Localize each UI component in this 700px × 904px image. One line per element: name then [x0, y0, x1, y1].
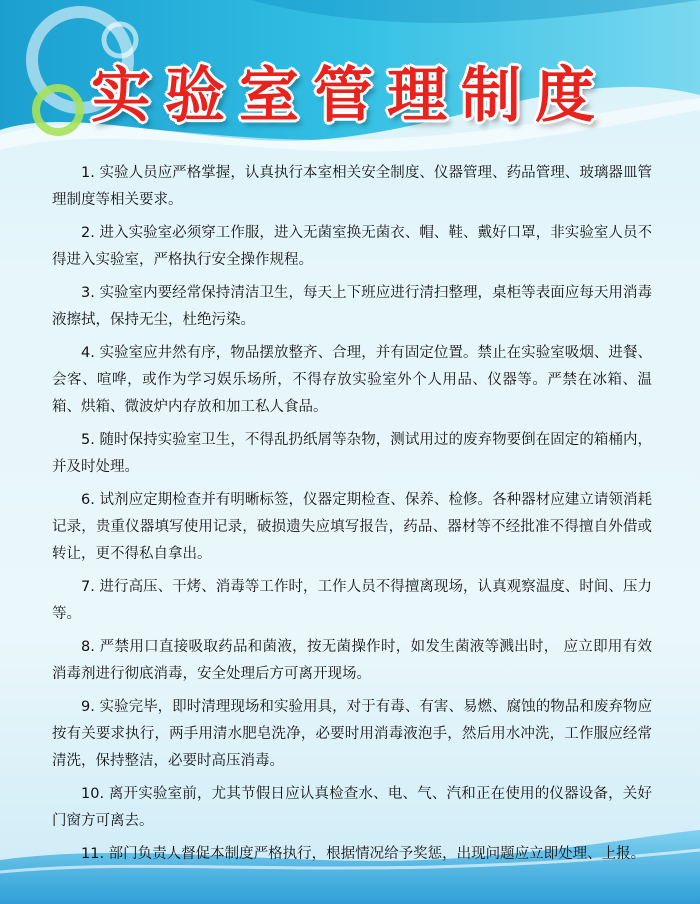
rule-item: 1. 实验人员应严格掌握，认真执行本室相关安全制度、仪器管理、药品管理、玻璃器皿管理制度等相关要求。 [52, 165, 652, 208]
rule-item: 4. 实验室应井然有序，物品摆放整齐、合理，并有固定位置。禁止在实验室吸烟、进餐、会客、喧哗，或作为学习娱乐场所，不得存放实验室外个人用品、仪器等。严禁在冰箱、温箱、烘箱、微波炉内存放和加工私人食品。 [52, 345, 652, 415]
rule-item: 5. 随时保持实验室卫生，不得乱扔纸屑等杂物，测试用过的废弃物要倒在固定的箱桶内，并及时处理。 [52, 432, 652, 475]
rule-item: 9. 实验完毕，即时清理现场和实验用具，对于有毒、有害、易燃、腐蚀的物品和废弃物应按有关要求执行，两手用清水肥皂洗净，必要时用消毒液泡手，然后用水冲洗，工作服应经常清洗，保持整洁，必要时高压消毒。 [52, 699, 652, 769]
rule-item: 3. 实验室内要经常保持清洁卫生，每天上下班应进行清扫整理，桌柜等表面应每天用消毒液擦拭，保持无尘，杜绝污染。 [52, 285, 652, 328]
rule-item: 6. 试剂应定期检查并有明晰标签，仪器定期检查、保养、检修。各种器材应建立请领消耗记录，贵重仪器填写使用记录，破损遗失应填写报告，药品、器材等不经批准不得擅自外借或转让，更不得私自拿出。 [52, 492, 652, 562]
rule-item: 8. 严禁用口直接吸取药品和菌液，按无菌操作时，如发生菌液等溅出时， 应立即用有效消毒剂进行彻底消毒，安全处理后方可离开现场。 [52, 639, 652, 682]
rule-item: 11. 部门负责人督促本制度严格执行，根据情况给予奖惩，出现问题应立即处理、上报。 [81, 846, 646, 862]
page-title: 实验室管理制度 [91, 61, 609, 131]
rule-item: 7. 进行高压、干烤、消毒等工作时，工作人员不得擅离现场，认真观察温度、时间、压力等。 [52, 579, 652, 622]
rule-item: 2. 进入实验室必须穿工作服，进入无菌室换无菌衣、帽、鞋、戴好口罩，非实验室人员不得进入实验室，严格执行安全操作规程。 [52, 225, 652, 268]
rules-list [52, 160, 652, 874]
rule-item: 10. 离开实验室前，尤其节假日应认真检查水、电、气、汽和正在使用的仪器设备，关好门窗方可离去。 [52, 786, 652, 829]
